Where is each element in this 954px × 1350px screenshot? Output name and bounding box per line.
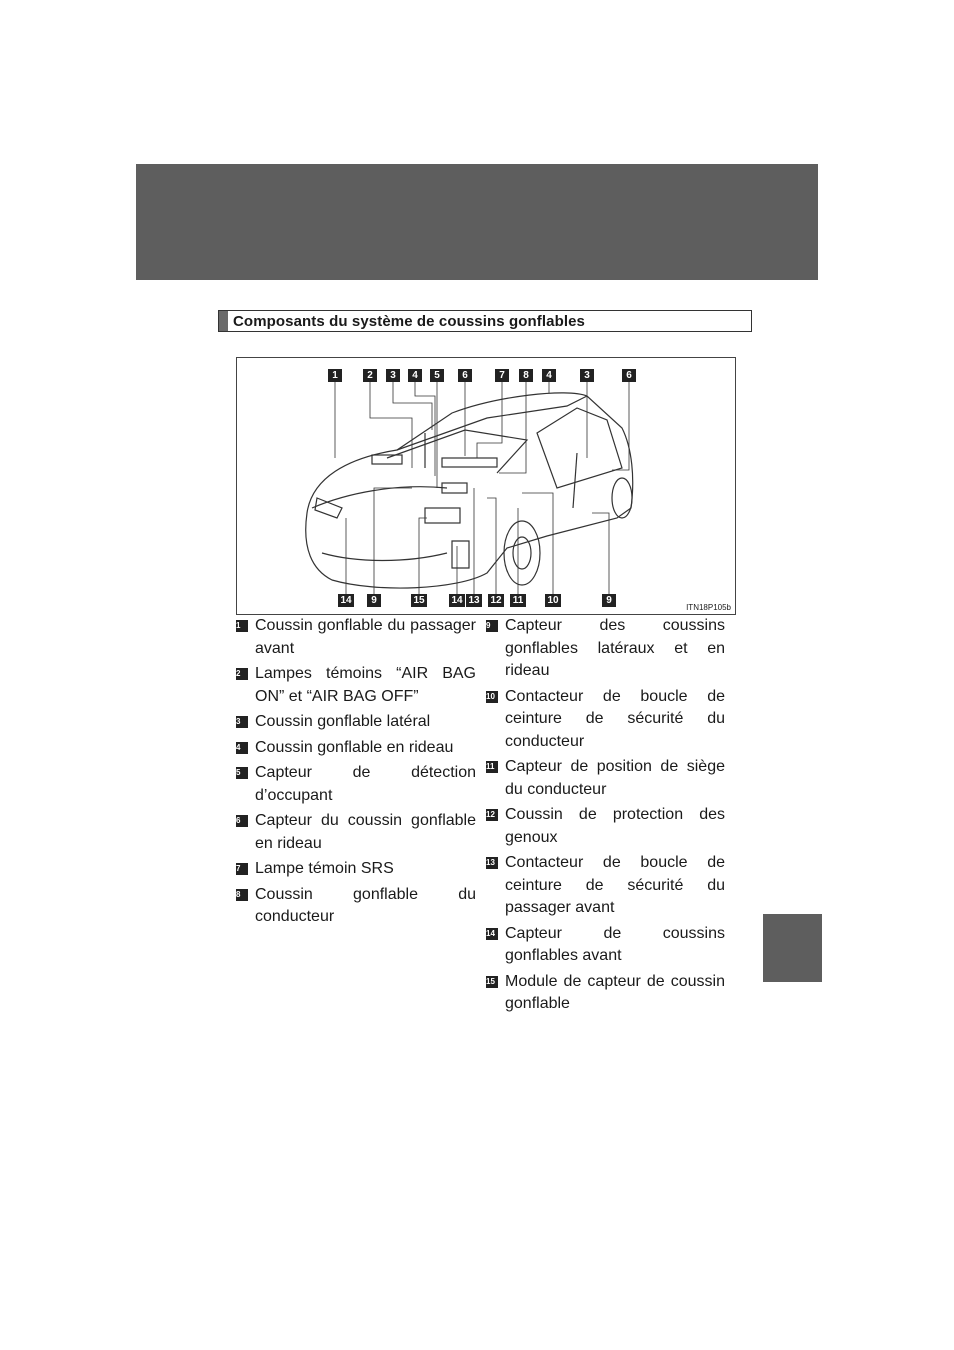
- legend-number: 9: [486, 620, 498, 632]
- legend-text: Coussin de protection des genoux: [505, 806, 725, 846]
- car-side-window: [537, 408, 622, 488]
- legend-number: 7: [236, 863, 248, 875]
- callout-top-6b: 6: [622, 369, 636, 382]
- legend-text: Capteur de position de siège du conducteur: [505, 758, 725, 798]
- chapter-header-band: [136, 164, 818, 280]
- callout-bottom-14: 14: [338, 594, 354, 607]
- legend-number: 8: [236, 889, 248, 901]
- legend-right: [486, 615, 725, 1019]
- section-title-text: Composants du système de coussins gonflables: [233, 312, 585, 330]
- legend-text: Lampes témoins “AIR BAG ON” et “AIR BAG OFF”: [255, 665, 476, 705]
- legend-number: 13: [486, 857, 498, 869]
- legend-text: Contacteur de boucle de ceinture de sécurité du conducteur: [505, 687, 725, 750]
- legend-item: [486, 923, 725, 968]
- legend-text: Contacteur de boucle de ceinture de sécurité du passager avant: [505, 854, 725, 916]
- side-airbag-shape: [573, 453, 577, 508]
- legend-text: Capteur des coussins gonflables latéraux et en rideau: [505, 617, 725, 679]
- legend-number: 10: [486, 691, 498, 703]
- legend-text: Lampe témoin SRS: [255, 860, 394, 877]
- legend-number: 3: [236, 716, 248, 728]
- callout-bottom-9: 9: [367, 594, 381, 607]
- front-wheel: [504, 521, 540, 585]
- legend-text: Coussin gonflable latéral: [255, 713, 431, 730]
- callout-top-7: 7: [495, 369, 509, 382]
- car-grille: [322, 553, 447, 561]
- callout-bottom-11: 11: [510, 594, 526, 607]
- legend-text: Capteur du coussin gonflable en rideau: [255, 812, 476, 852]
- chapter-side-tab: [763, 914, 822, 982]
- callout-bottom-12: 12: [488, 594, 504, 607]
- front-wheel-hub: [513, 537, 531, 569]
- callout-top-5: 5: [430, 369, 444, 382]
- legend-item: [486, 804, 725, 849]
- callout-top-6: 6: [458, 369, 472, 382]
- legend-item: [486, 852, 725, 920]
- legend-item: [236, 737, 476, 760]
- passenger-airbag-shape: [372, 455, 402, 464]
- car-hood: [312, 487, 447, 508]
- legend-number: 2: [236, 668, 248, 680]
- callout-top-4b: 4: [542, 369, 556, 382]
- legend-item: [236, 858, 476, 881]
- car-illustration: [237, 358, 736, 615]
- legend-item: [486, 756, 725, 801]
- legend-left: [236, 615, 476, 932]
- sensor-module-shape: [425, 508, 460, 523]
- legend-number: 11: [486, 761, 498, 773]
- legend-item: [236, 810, 476, 855]
- callout-bottom-14b: 14: [449, 594, 465, 607]
- legend-text: Module de capteur de coussin gonflable: [505, 972, 725, 1012]
- callout-bottom-10: 10: [545, 594, 561, 607]
- legend-text: Capteur de coussins gonflables avant: [505, 924, 725, 964]
- legend-item: [486, 971, 725, 1016]
- legend-item: [236, 663, 476, 708]
- callout-top-1: 1: [328, 369, 342, 382]
- callout-top-2: 2: [363, 369, 377, 382]
- driver-airbag-shape: [442, 458, 497, 467]
- legend-number: 14: [486, 928, 498, 940]
- legend-text: Capteur de détection d’occupant: [255, 764, 476, 804]
- legend-number: 6: [236, 815, 248, 827]
- rear-wheel: [612, 478, 632, 518]
- fog-light: [452, 541, 469, 568]
- legend-item: [236, 711, 476, 734]
- legend-number: 5: [236, 767, 248, 779]
- figure-code: ITN18P105b: [686, 603, 731, 612]
- callout-top-8: 8: [519, 369, 533, 382]
- legend-item: [486, 686, 725, 754]
- callout-top-4: 4: [408, 369, 422, 382]
- legend-item: [236, 615, 476, 660]
- callout-top-3: 3: [386, 369, 400, 382]
- legend-text: Coussin gonflable en rideau: [255, 738, 454, 756]
- callout-top-3b: 3: [580, 369, 594, 382]
- legend-number: 12: [486, 809, 498, 821]
- callout-bottom-13: 13: [466, 594, 482, 607]
- legend-number: 1: [236, 620, 248, 632]
- legend-text: Coussin gonflable du conducteur: [255, 885, 476, 925]
- legend-item: [486, 615, 725, 683]
- callout-bottom-9b: 9: [602, 594, 616, 607]
- legend-text: Coussin gonflable du passager avant: [255, 617, 476, 657]
- section-title-marker: [219, 311, 228, 331]
- legend-number: 15: [486, 976, 498, 988]
- callout-bottom-15: 15: [411, 594, 427, 607]
- airbag-diagram: [236, 357, 736, 615]
- headlight-left: [315, 498, 342, 518]
- legend-item: [236, 884, 476, 929]
- section-title: [218, 310, 752, 332]
- legend-item: [236, 762, 476, 807]
- legend-number: 4: [236, 742, 248, 754]
